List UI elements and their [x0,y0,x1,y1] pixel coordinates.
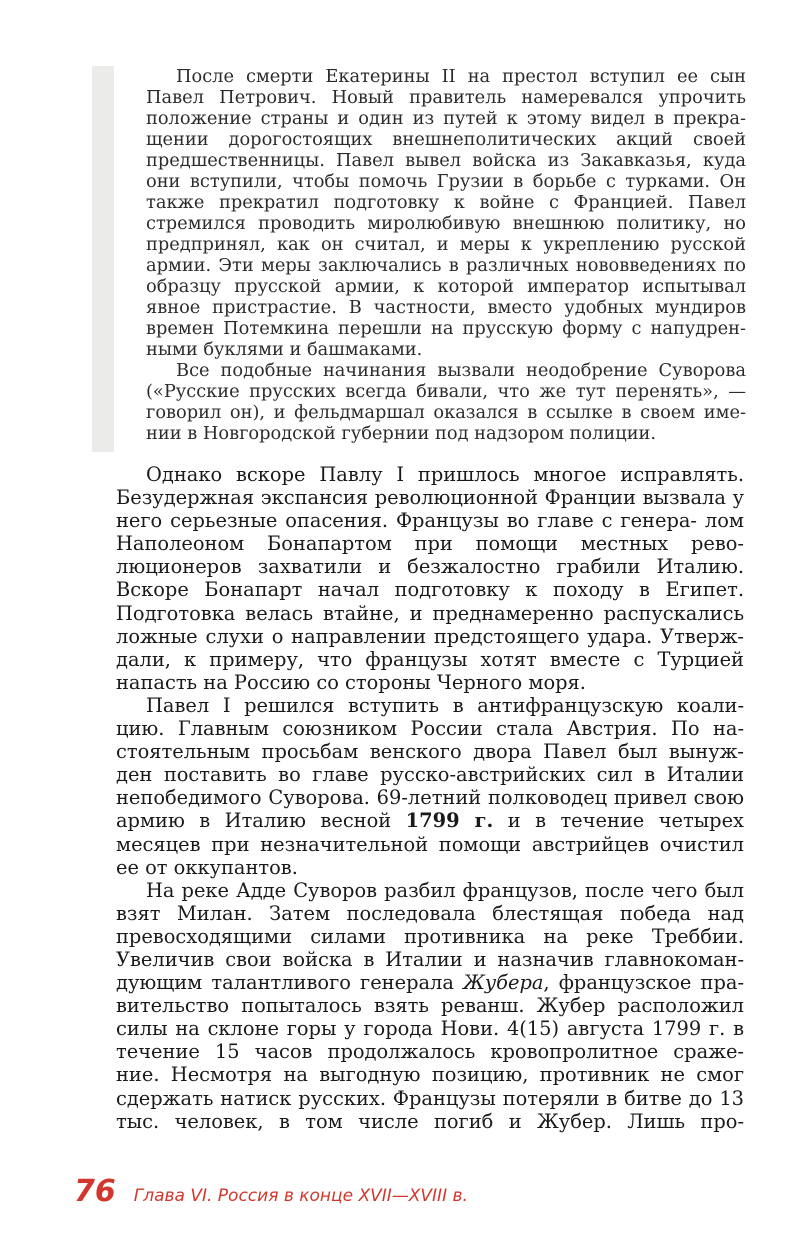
text-line: ее от оккупантов. [116,855,298,879]
text-line: («Русские прусских всегда бивали, что же тут перенять», — [146,381,746,402]
main-paragraph-end [116,671,744,694]
text-line: также прекратил подготовку к войне с Францией. Павел [146,192,746,213]
text-fragment: и в течение четырех [493,809,744,833]
main-paragraph-end [116,856,744,879]
insert-block [146,66,746,444]
text-line: нии в Новгородской губернии под надзором полиции. [146,423,657,444]
text-line: напасть на Россию со стороны Черного моря. [116,670,586,694]
text-fragment: дующим талантливого генерала [116,971,464,995]
text-line: непобедимого Суворова. 69-летний полководец привел [116,786,687,810]
text-line: армии. Эти меры заключались в различных нововведениях [146,255,717,276]
text-line: явное пристрастие. В частности, вместо удобных мундиров [146,297,746,318]
text-line: ден поставить во главе русско-австрийских сил в Италии [116,763,744,787]
page-number: 76 [74,1174,116,1209]
text-line: предпринял, как он считал, и меры к укреплению русской [146,234,746,255]
text-line: После смерти Екатерины II на престол вступил ее сын [176,66,746,87]
text-line: 13 тыс. человек, в том числе погиб и Жубер. Лишь про- [116,1086,744,1133]
text-line: цию. Главным союзником России стала Австрия. По на- [116,717,744,741]
text-fragment: свою армию в Италию весной [116,786,744,833]
text-line: по образцу прусской армии, к которой император испытывал [146,255,746,297]
text-line: у него серьезные опасения. Французы во главе с генера- [116,486,744,533]
text-line: говорил он), и фельдмаршал оказался в ссылке в своем име- [146,402,746,423]
text-line: Павел Петрович. Новый правитель намеревался упрочить [146,87,746,108]
text-line: положение страны и один из путей к этому видел в прекра- [146,108,746,129]
text-line: люционеров захватили и безжалостно грабили Италию. [116,555,744,579]
italic-name: Жубера [463,971,544,995]
insert-paragraph [146,360,746,423]
text-line: Увеличив свои войска в Италии и назначив главнокоман- [116,947,744,971]
insert-paragraph [146,66,746,339]
main-paragraph [116,879,744,1133]
text-line: силы на склоне горы у города Нови. 4(15) августа 1799 г. [116,1017,726,1041]
insert-paragraph-end [146,423,746,444]
text-line: времен Потемкина перешли на прусскую форму с напудрен- [146,318,746,339]
insert-paragraph-end [146,339,746,360]
chapter-title: Глава VI. Россия в конце XVII—XVIII в. [133,1186,468,1206]
text-line: стоятельным просьбам венского двора Павел был вынуж- [116,740,744,764]
text-line: ние. Несмотря на выгодную позицию, противник не смог [116,1063,744,1087]
text-line: ложные слухи о направлении предстоящего удара. Утверж- [116,624,744,648]
text-line: был взят Милан. Затем последовала блестящая победа над [116,878,744,925]
text-line: сдержать натиск русских. Французы потеряли в битве до [116,1086,713,1110]
text-line: дали, к примеру, что французы хотят вместе с Турцией [116,647,744,671]
text-line: превосходящими силами противника на реке Треббии. [116,924,744,948]
text-line-with-name [116,971,744,994]
text-line: Однако вскоре Павлу I пришлось многое исправлять. [146,463,744,486]
text-line: щении дорогостоящих внешнеполитических акций своей [146,129,746,150]
text-line: Павел I решился вступить в антифранцузскую коали- [146,693,744,717]
text-line: вительство попыталось взять реванш. Жубер расположил [116,994,744,1018]
main-paragraph [116,694,744,856]
text-fragment: , французское пра- [543,971,744,995]
text-line: предшественницы. Павел вывел войска из Закавказья, куда [146,150,746,171]
text-line: На реке Адде Суворов разбил французов, после чего [146,878,698,902]
page-footer [74,1174,468,1214]
text-line: ными буклями и башмаками. [146,339,423,360]
main-text [116,463,744,1133]
text-line: Все подобные начинания вызвали неодобрение Суворова [176,360,746,381]
text-line: Безудержная экспансия революционной Франции вызвала [116,486,726,510]
text-line: месяцев при незначительной помощи австрийцев очистил [116,832,744,856]
text-line: стремился проводить миролюбивую внешнюю политику, но [146,213,746,234]
text-line: Вскоре Бонапарт начал подготовку к походу в Египет. [116,578,744,602]
text-line: Подготовка велась втайне, и преднамеренно распускались [116,601,744,625]
text-line: лом Наполеоном Бонапартом при помощи местных рево- [116,509,744,556]
text-line: в течение 15 часов продолжалось кровопролитное сраже- [116,1017,744,1064]
text-line: они вступили, чтобы помочь Грузии в борьбе с турками. Он [146,171,746,192]
main-paragraph [116,463,744,671]
insert-side-band [92,66,114,452]
bold-date: 1799 г. [405,809,494,833]
